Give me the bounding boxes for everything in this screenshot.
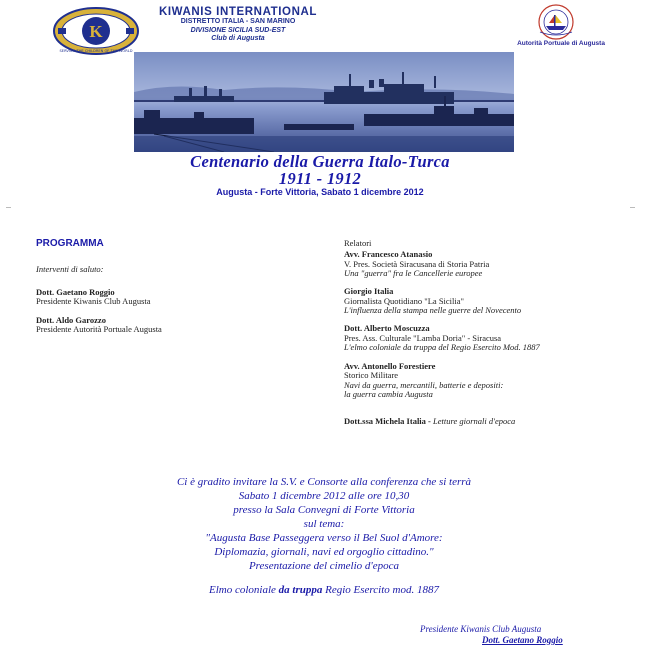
speaker-topic: L'elmo coloniale da truppa del Regio Esercito Mod. 1887	[344, 342, 540, 352]
speaker-topic-continued: la guerra cambia Augusta	[344, 389, 433, 399]
event-subtitle: Augusta - Forte Vittoria, Sabato 1 dicembre 2012	[216, 187, 424, 197]
margin-mark-left	[6, 207, 11, 208]
title-line-2: 1911 - 1912	[278, 169, 362, 188]
reader-name: Dott.ssa Michela Italia -	[344, 416, 431, 426]
speaker-role: Storico Militare	[344, 370, 399, 380]
helmet-text-b: da truppa	[278, 584, 323, 596]
speaker-role: Giornalista Quotidiano "La Sicilia"	[344, 296, 465, 306]
invitation-line-5: "Augusta Base Passeggera verso il Bel Suol d'Amore:	[205, 532, 443, 544]
speaker-name: Avv. Francesco Atanasio	[344, 249, 433, 259]
invitation-line-6: Diplomazia, giornali, navi ed orgoglio cittadino."	[214, 546, 434, 558]
speaker-name: Dott. Alberto Moscuzza	[344, 323, 430, 333]
greeter-role: Presidente Kiwanis Club Augusta	[36, 296, 151, 306]
speaker-name: Giorgio Italia	[344, 286, 394, 296]
speaker-role: V. Pres. Società Siracusana di Storia Patria	[344, 259, 490, 269]
kiwanis-division: DIVISIONE SICILIA SUD-EST	[190, 26, 286, 34]
port-authority-logo	[532, 4, 580, 40]
signature-name: Dott. Gaetano Roggio	[482, 635, 563, 645]
speaker-topic: Una "guerra" fra le Cancellerie europee	[344, 268, 483, 278]
speaker-topic: Navi da guerra, mercantili, batterie e depositi:	[344, 380, 504, 390]
greetings-label: Interventi di saluto:	[36, 264, 104, 274]
kiwanis-logo	[52, 6, 140, 56]
logo-ring-text: SERVING THE CHILDREN OF THE WORLD	[59, 49, 133, 53]
greeter-name: Dott. Gaetano Roggio	[36, 287, 115, 297]
invitation-line-1: Ci è gradito invitare la S.V. e Consorte alla conferenza che si terrà	[176, 476, 472, 488]
invitation-line-3: presso la Sala Convegni di Forte Vittoria	[233, 504, 415, 516]
margin-mark-right	[630, 207, 635, 208]
title-line-1: Centenario della Guerra Italo-Turca	[190, 152, 450, 171]
harbor-photo	[134, 52, 514, 152]
reading-line	[344, 416, 515, 426]
logo-letter: K	[89, 22, 103, 41]
event-title	[80, 153, 560, 187]
speakers-label: Relatori	[344, 238, 372, 248]
invitation-line-7: Presentazione del cimelio d'epoca	[248, 560, 400, 572]
kiwanis-title: KIWANIS INTERNATIONAL	[158, 6, 318, 18]
port-authority-caption: Autorità Portuale di Augusta	[517, 40, 605, 47]
invitation-line-2: Sabato 1 dicembre 2012 alle ore 10,30	[238, 490, 410, 502]
greeter-name: Dott. Aldo Garozzo	[36, 315, 106, 325]
kiwanis-heading	[148, 6, 328, 44]
kiwanis-district: DISTRETTO ITALIA - SAN MARINO	[180, 18, 296, 25]
reader-topic: Letture giornali d'epoca	[433, 416, 516, 426]
helmet-text-c: Regio Esercito mod. 1887	[325, 584, 439, 596]
signature-role: Presidente Kiwanis Club Augusta	[420, 624, 542, 634]
kiwanis-club: Club di Augusta	[211, 35, 265, 42]
program-heading: PROGRAMMA	[36, 238, 104, 249]
speaker-topic: L'influenza della stampa nelle guerre del Novecento	[344, 305, 522, 315]
speaker-name: Avv. Antonello Forestiere	[344, 361, 436, 371]
invitation-line-4: sul tema:	[303, 518, 345, 530]
speaker-role: Pres. Ass. Culturale "Lamba Doria" - Siracusa	[344, 333, 502, 343]
greeter-role: Presidente Autorità Portuale Augusta	[36, 324, 162, 334]
helmet-text-a: Elmo coloniale	[209, 584, 276, 596]
invitation-line-8	[60, 584, 588, 597]
